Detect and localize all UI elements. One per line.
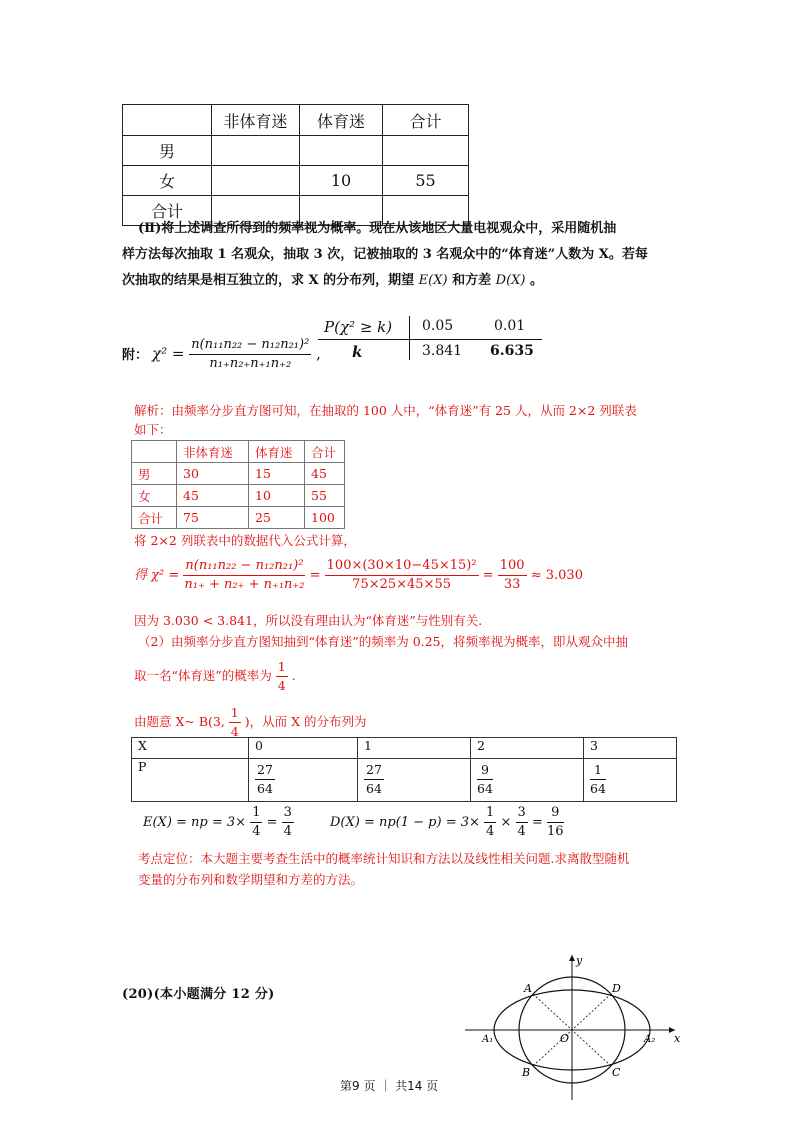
fraction [498,557,527,594]
fraction [364,761,384,798]
note-line: 变量的分布列和数学期望和方差的方法。 [138,872,364,887]
fraction [516,804,528,841]
table-row [132,485,345,507]
table-header-row [123,105,469,136]
denominator: 4 [230,724,239,739]
note-line: 考点定位：本大题主要考查生活中的概率统计知识和方法以及线性相关问题.求离散型随机 [138,851,630,866]
table-header-row [132,441,345,463]
fraction [250,804,262,841]
text: = [266,815,278,830]
table-cell: 2 [471,738,584,759]
table-cell: k [352,343,363,361]
numerator: 3 [282,804,294,823]
table-header-cell: 体育迷 [300,105,383,136]
solution-line [134,658,296,695]
denominator: 4 [486,824,495,839]
question-line: 样方法每次抽取 1 名观众，抽取 3 次，记被抽取的 3 名观众中的“体育迷”人数为 X。若每 [122,247,648,262]
table-header-cell: 非体育迷 [212,105,300,136]
denominator: 64 [366,781,382,796]
question-line: (Ⅱ)将上述调查所得到的频率视为概率。现在从该地区大量电视观众中，采用随机抽 [138,221,617,236]
text: 和方差 [452,273,492,288]
label-a1: A₁ [482,1034,494,1045]
table-divider [409,316,410,360]
label-o: O [560,1032,570,1045]
table-header-cell: 合计 [383,105,469,136]
table-row [132,507,345,529]
table-cell: 45 [177,485,249,507]
solution-line: 解析：由频率分步直方图可知，在抽取的 100 人中，“体育迷”有 25 人，从而 2×2 列联表 [134,403,637,418]
solution-line: 因为 3.030 < 3.841，所以没有理由认为“体育迷”与性别有关. [134,613,483,628]
table-cell: 55 [383,166,469,196]
table-cell [212,166,300,196]
text: = [531,815,543,830]
table-cell [249,759,358,802]
denominator: n₁₊n₂₊n₊₁n₊₂ [209,356,292,371]
denominator: 64 [590,781,606,796]
chi-symbol: χ² = [152,344,185,363]
table-cell: 25 [249,507,305,529]
table-cell: 100 [305,507,345,529]
text: = [482,568,494,583]
table-cell [383,136,469,166]
math-expression: E(X) [418,273,448,288]
fraction [276,658,288,695]
table-divider [318,339,542,340]
denominator: 16 [546,824,564,839]
table-cell: 0 [249,738,358,759]
table-cell [212,136,300,166]
table-cell: 男 [132,463,177,485]
table-cell: X [132,738,249,759]
denominator: 4 [283,824,292,839]
numerator: n(n₁₁n₂₂ − n₁₂n₂₁)² [189,336,311,355]
table-row [132,463,345,485]
text: E(X) = np = 3× [143,815,247,830]
text: . [291,668,296,683]
appendix-label: 附： [122,348,149,363]
table-row [123,136,469,166]
table-cell: 30 [177,463,249,485]
table-cell [584,759,677,802]
text: 。 [530,273,544,288]
table-cell: 女 [132,485,177,507]
table-cell: 15 [249,463,305,485]
numerator: 3 [516,804,528,823]
table-header-cell: 体育迷 [249,441,305,463]
fraction [189,336,311,373]
numerator: 9 [547,804,564,823]
denominator: 75×25×45×55 [352,577,452,592]
numerator: 9 [477,761,493,780]
denominator: 4 [252,824,261,839]
fraction [484,804,496,841]
text: = [309,568,321,583]
fraction [183,557,305,594]
fraction [255,761,275,798]
fraction [325,557,479,594]
numerator: n(n₁₁n₂₂ − n₁₂n₂₁)² [183,557,305,576]
numerator: 27 [364,761,384,780]
table-cell [471,759,584,802]
question-line [122,268,543,294]
table-row [132,738,677,759]
table-row [132,759,677,802]
y-axis-arrow [569,955,575,961]
solution-line: 如下： [134,422,172,437]
numerator: 1 [276,658,288,677]
table-header-cell: 非体育迷 [177,441,249,463]
table-cell: 合计 [132,507,177,529]
table-header-cell: 0.05 [422,318,454,334]
critical-value-table [318,316,548,372]
chi-calculation [134,557,583,594]
page-footer: 第9 页 ｜ 共14 页 [340,1079,439,1093]
table-cell: P [132,759,249,802]
distribution-table [131,737,677,802]
expectation-formula [143,804,294,841]
fraction [282,804,294,841]
ellipse-circle-figure [460,950,690,1110]
solution-line: （2）由频率分步直方图知抽到“体育迷”的频率为 0.25，将频率视为概率，即从观众中抽 [138,634,629,649]
question-heading: (20)(本小题满分 12 分) [122,987,275,1002]
numerator: 1 [229,704,241,723]
fraction [477,761,493,798]
table-cell: 女 [123,166,212,196]
variance-formula [330,804,564,841]
table-header-cell: 0.01 [494,318,526,334]
label-a: A [524,982,532,995]
survey-table [122,104,469,226]
text: )，从而 X 的分布列为 [244,714,367,729]
text: × [500,815,512,830]
text: 次抽取的结果是相互独立的，求 X 的分布列，期望 [122,273,415,288]
numerator: 100×(30×10−45×15)² [325,557,479,576]
numerator: 27 [255,761,275,780]
table-cell: 合计 [123,196,212,226]
denominator: n₁₊ + n₂₊ + n₊₁n₊₂ [184,577,305,592]
text: 由题意 X~ B(3, [134,714,225,729]
fraction [547,804,564,841]
table-row [123,166,469,196]
table-cell: 10 [300,166,383,196]
table-cell: 1 [358,738,471,759]
text: ≈ 3.030 [530,568,583,583]
label-x: x [674,1032,681,1045]
table-cell: 55 [305,485,345,507]
denominator: 4 [517,824,526,839]
table-cell [300,136,383,166]
fraction [590,761,606,798]
text: D(X) = np(1 − p) = 3× [330,815,480,830]
label-d: D [612,982,621,995]
table-cell: 3.841 [422,343,463,359]
solution-line: 将 2×2 列联表中的数据代入公式计算， [134,533,356,548]
label-a2: A₂ [644,1034,656,1045]
table-cell [123,105,212,136]
table-header-cell: 合计 [305,441,345,463]
table-cell: 男 [123,136,212,166]
text: 得 χ² = [134,568,180,583]
denominator: 4 [277,678,286,693]
table-cell: 3 [584,738,677,759]
table-cell [132,441,177,463]
numerator: 100 [498,557,527,576]
table-cell: 45 [305,463,345,485]
numerator: 1 [484,804,496,823]
denominator: 64 [257,781,273,796]
numerator: 1 [590,761,606,780]
label-y: y [576,954,583,967]
math-expression: D(X) [495,273,526,288]
label-c: C [612,1066,621,1079]
fraction [229,704,241,741]
table-header-cell: P(χ² ≥ k) [324,318,393,336]
label-b: B [522,1066,531,1079]
table-cell [358,759,471,802]
denominator: 33 [503,577,521,592]
table-cell: 75 [177,507,249,529]
comma: , [316,344,321,363]
contingency-table [131,440,345,529]
solution-line [134,704,366,741]
numerator: 1 [250,804,262,823]
denominator: 64 [477,781,493,796]
table-cell: 10 [249,485,305,507]
chi-formula [152,336,321,373]
text: 取一名“体育迷”的概率为 [134,668,272,683]
table-cell: 6.635 [490,343,534,359]
